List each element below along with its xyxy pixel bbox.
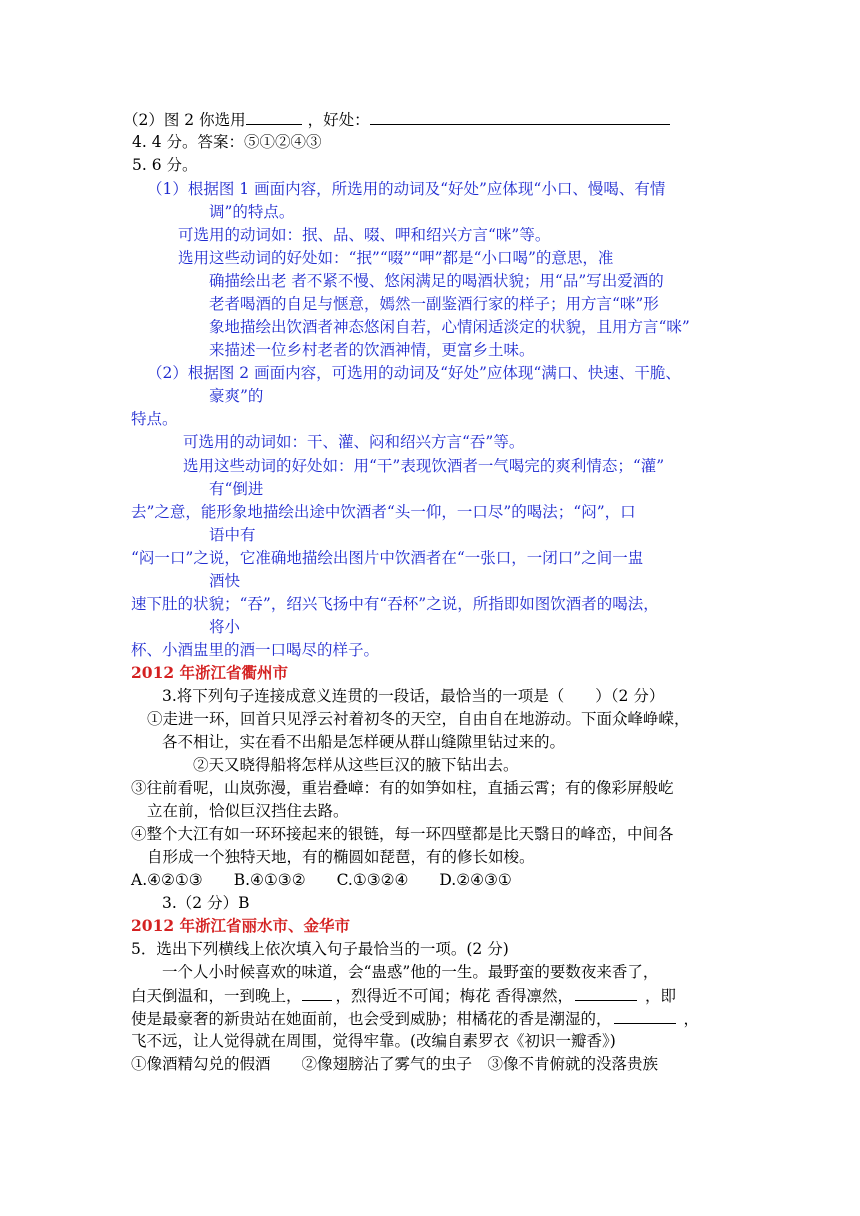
passage-text: 白天倒温和，一到晚上， — [131, 987, 302, 1005]
answer-line: 语中有 — [209, 526, 256, 544]
answer-line: 象地描绘出饮酒者神态悠闲自若，心情闲适淡定的状貌，且用方言“咪” — [209, 318, 690, 336]
answer-line: 老者喝酒的自足与惬意，嫣然一副鉴酒行家的样子；用方言“咪”形 — [209, 295, 659, 313]
answer-blank-long — [370, 108, 670, 125]
answer-line: 选用这些动词的好处如：“抿”“啜”“呷”都是“小口喝”的意思，准 — [178, 249, 614, 267]
answer-line: 速下肚的状貌；“吞”，绍兴飞扬中有“吞杯”之说，所指即如图饮酒者的喝法， — [131, 595, 659, 613]
question-5-passage — [131, 984, 676, 1006]
answer-line: 杯、小酒盅里的酒一口喝尽的样子。 — [131, 641, 380, 659]
answer-line: 确描绘出老 者不紧不慢、悠闲满足的喝酒状貌；用“品”写出爱酒的 — [209, 272, 664, 290]
passage-text: ， — [683, 1010, 700, 1028]
question-5-options: ①像酒精勾兑的假酒 ②像翅膀沾了雾气的虫子 ③像不肯俯就的没落贵族 — [131, 1055, 659, 1073]
question-2-prefix: （2）图 2 你选用 — [123, 111, 246, 129]
passage-text: ，即 — [644, 987, 676, 1005]
section-heading: 2012 年浙江省丽水市、金华市 — [131, 916, 351, 935]
answer-line: （1）根据图 1 画面内容，所选用的动词及“好处”应体现“小口、慢喝、有情 — [147, 180, 666, 198]
passage-text: ，烈得近不可闻；梅花 香得凛然， — [335, 987, 573, 1005]
question-5-stem: 5．选出下列横线上依次填入句子最恰当的一项。(2 分) — [131, 940, 509, 958]
answer-line: 可选用的动词如：干、灌、闷和绍兴方言“吞”等。 — [183, 433, 525, 451]
question-3-option: 自形成一个独特天地，有的椭圆如琵琶，有的修长如梭。 — [147, 848, 535, 866]
answer-line: 特点。 — [131, 410, 178, 428]
answer-line: 有“倒进 — [209, 480, 264, 498]
fill-blank — [614, 1007, 676, 1024]
section-heading: 2012 年浙江省衢州市 — [131, 663, 289, 682]
answer-4: 4. 4 分。答案：⑤①②④③ — [132, 133, 322, 151]
answer-line: 调”的特点。 — [209, 203, 295, 221]
question-5-passage: 一个人小时候喜欢的味道，会“蛊惑”他的一生。最野蛮的要数夜来香了， — [162, 963, 659, 981]
question-3-option: 各不相让，实在看不出船是怎样硬从群山缝隙里钻过来的。 — [162, 733, 566, 751]
fill-blank — [575, 984, 637, 1001]
answer-blank — [246, 108, 302, 125]
question-2-line — [123, 108, 670, 130]
question-3-option: ④整个大江有如一环环接起来的银链，每一环四壁都是比天翳日的峰峦，中间各 — [131, 825, 674, 843]
question-5-passage — [131, 1007, 699, 1029]
answer-line: 来描述一位乡村老者的饮酒神情，更富乡土味。 — [209, 341, 535, 359]
answer-line: 选用这些动词的好处如：用“干”表现饮酒者一气喝完的爽利情态；“灌” — [183, 457, 665, 475]
question-3-option: ②天又晓得船将怎样从这些巨汉的腋下钻出去。 — [193, 756, 519, 774]
question-2-mid: ，好处： — [307, 111, 370, 129]
answer-line: 将小 — [209, 618, 241, 636]
question-3-option: ③往前看呢，山岚弥漫，重岩叠嶂：有的如笋如柱，直插云霄；有的像彩屏般屹 — [131, 779, 674, 797]
answer-line: 豪爽”的 — [209, 387, 264, 405]
question-3-option: 立在前，恰似巨汉挡住去路。 — [147, 802, 349, 820]
answer-line: （2）根据图 2 画面内容，可选用的动词及“好处”应体现“满口、快速、干脆、 — [147, 364, 681, 382]
question-5-passage: 飞不远，让人觉得就在周围，觉得牢靠。(改编自素罗衣《初识一瓣香》) — [131, 1032, 616, 1050]
passage-text: 使是最豪奢的新贵站在她面前，也会受到威胁；柑橘花的香是潮湿的， — [131, 1010, 612, 1028]
answer-line: 去”之意，能形象地描绘出途中饮酒者“头一仰，一口尽”的喝法；“闷”，口 — [131, 503, 636, 521]
question-3-option: ①走进一环，回首只见浮云衬着初冬的天空，自由自在地游动。下面众峰峥嵘， — [147, 710, 690, 728]
question-3-stem: 3.将下列句子连接成意义连贯的一段话，最恰当的一项是（ ）（2 分） — [162, 687, 665, 705]
answer-5: 5. 6 分。 — [132, 156, 198, 174]
answer-line: 酒快 — [209, 572, 241, 590]
fill-blank — [302, 984, 332, 1001]
answer-line: 可选用的动词如：抿、品、啜、呷和绍兴方言“咪”等。 — [178, 226, 551, 244]
question-3-choices: A.④②①③ B.④①③② C.①③②④ D.②④③① — [131, 871, 512, 889]
question-3-answer: 3.（2 分）B — [162, 894, 250, 912]
answer-line: “闷一口”之说，它准确地描绘出图片中饮酒者在“一张口，一闭口”之间一盅 — [131, 549, 644, 567]
